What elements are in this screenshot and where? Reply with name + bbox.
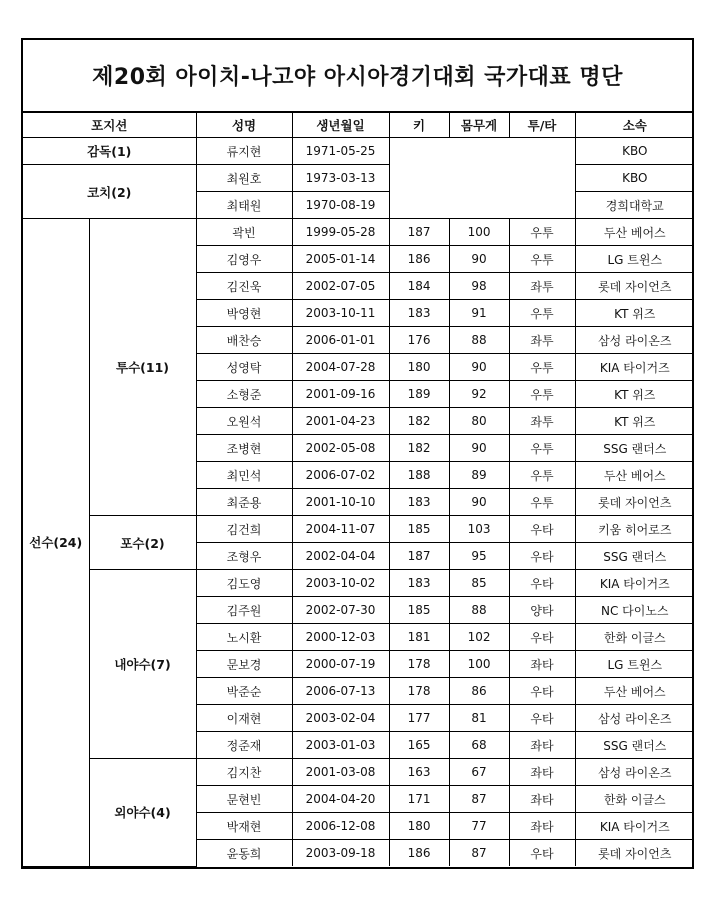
player-birth: 2003-02-04 xyxy=(292,705,389,732)
player-team: KIA 타이거즈 xyxy=(575,570,694,597)
player-team: 삼성 라이온즈 xyxy=(575,705,694,732)
player-birth: 2000-07-19 xyxy=(292,651,389,678)
player-weight: 88 xyxy=(449,327,509,354)
player-birth: 2002-05-08 xyxy=(292,435,389,462)
player-throw-bat: 우투 xyxy=(509,462,575,489)
header-name: 성명 xyxy=(196,113,292,138)
player-team: 한화 이글스 xyxy=(575,786,694,813)
group-manager: 감독(1) xyxy=(23,138,196,165)
player-weight: 102 xyxy=(449,624,509,651)
player-team: KIA 타이거즈 xyxy=(575,354,694,381)
player-team: 키움 히어로즈 xyxy=(575,516,694,543)
player-weight: 80 xyxy=(449,408,509,435)
player-throw-bat: 좌타 xyxy=(509,651,575,678)
player-row xyxy=(23,219,694,246)
player-team: NC 다이노스 xyxy=(575,597,694,624)
player-height: 181 xyxy=(389,624,449,651)
player-name: 박준순 xyxy=(196,678,292,705)
player-birth: 2002-04-04 xyxy=(292,543,389,570)
player-height: 180 xyxy=(389,813,449,840)
player-row xyxy=(23,516,694,543)
header-height: 키 xyxy=(389,113,449,138)
player-team: 롯데 자이언츠 xyxy=(575,489,694,516)
player-throw-bat: 우투 xyxy=(509,219,575,246)
player-team: SSG 랜더스 xyxy=(575,435,694,462)
player-throw-bat: 우투 xyxy=(509,435,575,462)
player-name: 소형준 xyxy=(196,381,292,408)
player-birth: 2001-10-10 xyxy=(292,489,389,516)
staff-team: 경희대학교 xyxy=(575,192,694,219)
player-throw-bat: 좌투 xyxy=(509,273,575,300)
player-name: 박재현 xyxy=(196,813,292,840)
staff-row xyxy=(23,138,694,165)
group-infielders: 내야수(7) xyxy=(89,570,196,759)
player-weight: 86 xyxy=(449,678,509,705)
staff-row xyxy=(23,165,694,192)
player-name: 문보경 xyxy=(196,651,292,678)
player-name: 최민석 xyxy=(196,462,292,489)
player-height: 176 xyxy=(389,327,449,354)
player-birth: 2001-04-23 xyxy=(292,408,389,435)
player-height: 177 xyxy=(389,705,449,732)
roster-sheet xyxy=(21,38,694,869)
player-height: 180 xyxy=(389,354,449,381)
player-birth: 2003-10-02 xyxy=(292,570,389,597)
player-birth: 2005-01-14 xyxy=(292,246,389,273)
player-throw-bat: 우투 xyxy=(509,246,575,273)
player-name: 최준용 xyxy=(196,489,292,516)
player-height: 185 xyxy=(389,597,449,624)
player-name: 성영탁 xyxy=(196,354,292,381)
staff-team: KBO xyxy=(575,138,694,165)
player-birth: 2001-03-08 xyxy=(292,759,389,786)
player-team: 삼성 라이온즈 xyxy=(575,759,694,786)
player-throw-bat: 우투 xyxy=(509,381,575,408)
player-throw-bat: 우타 xyxy=(509,678,575,705)
player-throw-bat: 우타 xyxy=(509,570,575,597)
player-weight: 100 xyxy=(449,219,509,246)
player-throw-bat: 우투 xyxy=(509,354,575,381)
player-throw-bat: 우타 xyxy=(509,624,575,651)
player-height: 185 xyxy=(389,516,449,543)
player-weight: 67 xyxy=(449,759,509,786)
player-name: 이재현 xyxy=(196,705,292,732)
player-team: 두산 베어스 xyxy=(575,678,694,705)
header-row xyxy=(23,113,694,138)
player-name: 윤동희 xyxy=(196,840,292,867)
player-weight: 85 xyxy=(449,570,509,597)
staff-name: 류지현 xyxy=(196,138,292,165)
player-name: 김진욱 xyxy=(196,273,292,300)
player-team: SSG 랜더스 xyxy=(575,732,694,759)
player-team: LG 트윈스 xyxy=(575,651,694,678)
player-height: 182 xyxy=(389,408,449,435)
player-birth: 2006-07-02 xyxy=(292,462,389,489)
player-height: 187 xyxy=(389,219,449,246)
player-height: 187 xyxy=(389,543,449,570)
player-name: 문현빈 xyxy=(196,786,292,813)
player-throw-bat: 좌투 xyxy=(509,408,575,435)
player-name: 김주원 xyxy=(196,597,292,624)
player-name: 배찬승 xyxy=(196,327,292,354)
player-height: 183 xyxy=(389,489,449,516)
player-weight: 89 xyxy=(449,462,509,489)
staff-name: 최태원 xyxy=(196,192,292,219)
player-name: 박영현 xyxy=(196,300,292,327)
player-team: 한화 이글스 xyxy=(575,624,694,651)
player-birth: 2002-07-05 xyxy=(292,273,389,300)
player-throw-bat: 우타 xyxy=(509,516,575,543)
player-throw-bat: 좌타 xyxy=(509,759,575,786)
player-weight: 90 xyxy=(449,489,509,516)
player-throw-bat: 좌타 xyxy=(509,813,575,840)
player-birth: 2000-12-03 xyxy=(292,624,389,651)
player-name: 조병현 xyxy=(196,435,292,462)
player-team: SSG 랜더스 xyxy=(575,543,694,570)
player-throw-bat: 좌타 xyxy=(509,732,575,759)
player-team: LG 트윈스 xyxy=(575,246,694,273)
player-height: 163 xyxy=(389,759,449,786)
player-birth: 2006-01-01 xyxy=(292,327,389,354)
player-height: 171 xyxy=(389,786,449,813)
header-position: 포지션 xyxy=(23,113,196,138)
player-team: KT 위즈 xyxy=(575,381,694,408)
player-height: 183 xyxy=(389,570,449,597)
player-throw-bat: 우투 xyxy=(509,300,575,327)
player-weight: 81 xyxy=(449,705,509,732)
player-birth: 2004-11-07 xyxy=(292,516,389,543)
staff-team: KBO xyxy=(575,165,694,192)
player-birth: 2004-04-20 xyxy=(292,786,389,813)
roster-table xyxy=(23,113,694,867)
staff-birth: 1973-03-13 xyxy=(292,165,389,192)
player-birth: 1999-05-28 xyxy=(292,219,389,246)
player-name: 김지찬 xyxy=(196,759,292,786)
header-birth: 생년월일 xyxy=(292,113,389,138)
player-weight: 90 xyxy=(449,435,509,462)
group-outfielders: 외야수(4) xyxy=(89,759,196,867)
player-height: 178 xyxy=(389,678,449,705)
player-row xyxy=(23,759,694,786)
player-team: KIA 타이거즈 xyxy=(575,813,694,840)
player-name: 김도영 xyxy=(196,570,292,597)
player-team: KT 위즈 xyxy=(575,408,694,435)
player-birth: 2006-07-13 xyxy=(292,678,389,705)
player-team: KT 위즈 xyxy=(575,300,694,327)
player-team: 삼성 라이온즈 xyxy=(575,327,694,354)
player-weight: 90 xyxy=(449,246,509,273)
player-height: 184 xyxy=(389,273,449,300)
player-row xyxy=(23,570,694,597)
player-weight: 92 xyxy=(449,381,509,408)
group-catchers: 포수(2) xyxy=(89,516,196,570)
player-weight: 100 xyxy=(449,651,509,678)
player-weight: 77 xyxy=(449,813,509,840)
player-height: 182 xyxy=(389,435,449,462)
player-birth: 2001-09-16 xyxy=(292,381,389,408)
player-name: 김영우 xyxy=(196,246,292,273)
player-team: 두산 베어스 xyxy=(575,219,694,246)
player-name: 노시환 xyxy=(196,624,292,651)
player-weight: 87 xyxy=(449,786,509,813)
player-throw-bat: 양타 xyxy=(509,597,575,624)
player-height: 165 xyxy=(389,732,449,759)
header-weight: 몸무게 xyxy=(449,113,509,138)
group-coach: 코치(2) xyxy=(23,165,196,219)
player-team: 두산 베어스 xyxy=(575,462,694,489)
player-birth: 2002-07-30 xyxy=(292,597,389,624)
header-team: 소속 xyxy=(575,113,694,138)
player-team: 롯데 자이언츠 xyxy=(575,273,694,300)
player-height: 186 xyxy=(389,246,449,273)
player-height: 183 xyxy=(389,300,449,327)
staff-birth: 1970-08-19 xyxy=(292,192,389,219)
player-weight: 91 xyxy=(449,300,509,327)
player-team: 롯데 자이언츠 xyxy=(575,840,694,867)
player-birth: 2003-09-18 xyxy=(292,840,389,867)
player-birth: 2004-07-28 xyxy=(292,354,389,381)
player-name: 김건희 xyxy=(196,516,292,543)
player-name: 정준재 xyxy=(196,732,292,759)
staff-blank-cell xyxy=(389,138,575,219)
player-height: 189 xyxy=(389,381,449,408)
staff-name: 최원호 xyxy=(196,165,292,192)
group-players: 선수(24) xyxy=(23,219,89,867)
player-weight: 87 xyxy=(449,840,509,867)
header-throw-bat: 투/타 xyxy=(509,113,575,138)
player-throw-bat: 우투 xyxy=(509,489,575,516)
player-birth: 2006-12-08 xyxy=(292,813,389,840)
player-birth: 2003-10-11 xyxy=(292,300,389,327)
player-throw-bat: 좌타 xyxy=(509,786,575,813)
player-throw-bat: 우타 xyxy=(509,840,575,867)
roster-body xyxy=(23,138,694,867)
staff-birth: 1971-05-25 xyxy=(292,138,389,165)
player-name: 조형우 xyxy=(196,543,292,570)
player-name: 곽빈 xyxy=(196,219,292,246)
player-height: 178 xyxy=(389,651,449,678)
player-weight: 90 xyxy=(449,354,509,381)
player-weight: 68 xyxy=(449,732,509,759)
player-name: 오원석 xyxy=(196,408,292,435)
player-throw-bat: 좌투 xyxy=(509,327,575,354)
player-throw-bat: 우타 xyxy=(509,705,575,732)
player-weight: 88 xyxy=(449,597,509,624)
player-weight: 98 xyxy=(449,273,509,300)
player-birth: 2003-01-03 xyxy=(292,732,389,759)
player-height: 188 xyxy=(389,462,449,489)
group-pitchers: 투수(11) xyxy=(89,219,196,516)
player-weight: 103 xyxy=(449,516,509,543)
player-weight: 95 xyxy=(449,543,509,570)
player-height: 186 xyxy=(389,840,449,867)
player-throw-bat: 우타 xyxy=(509,543,575,570)
roster-title: 제20회 아이치-나고야 아시아경기대회 국가대표 명단 xyxy=(23,40,692,113)
